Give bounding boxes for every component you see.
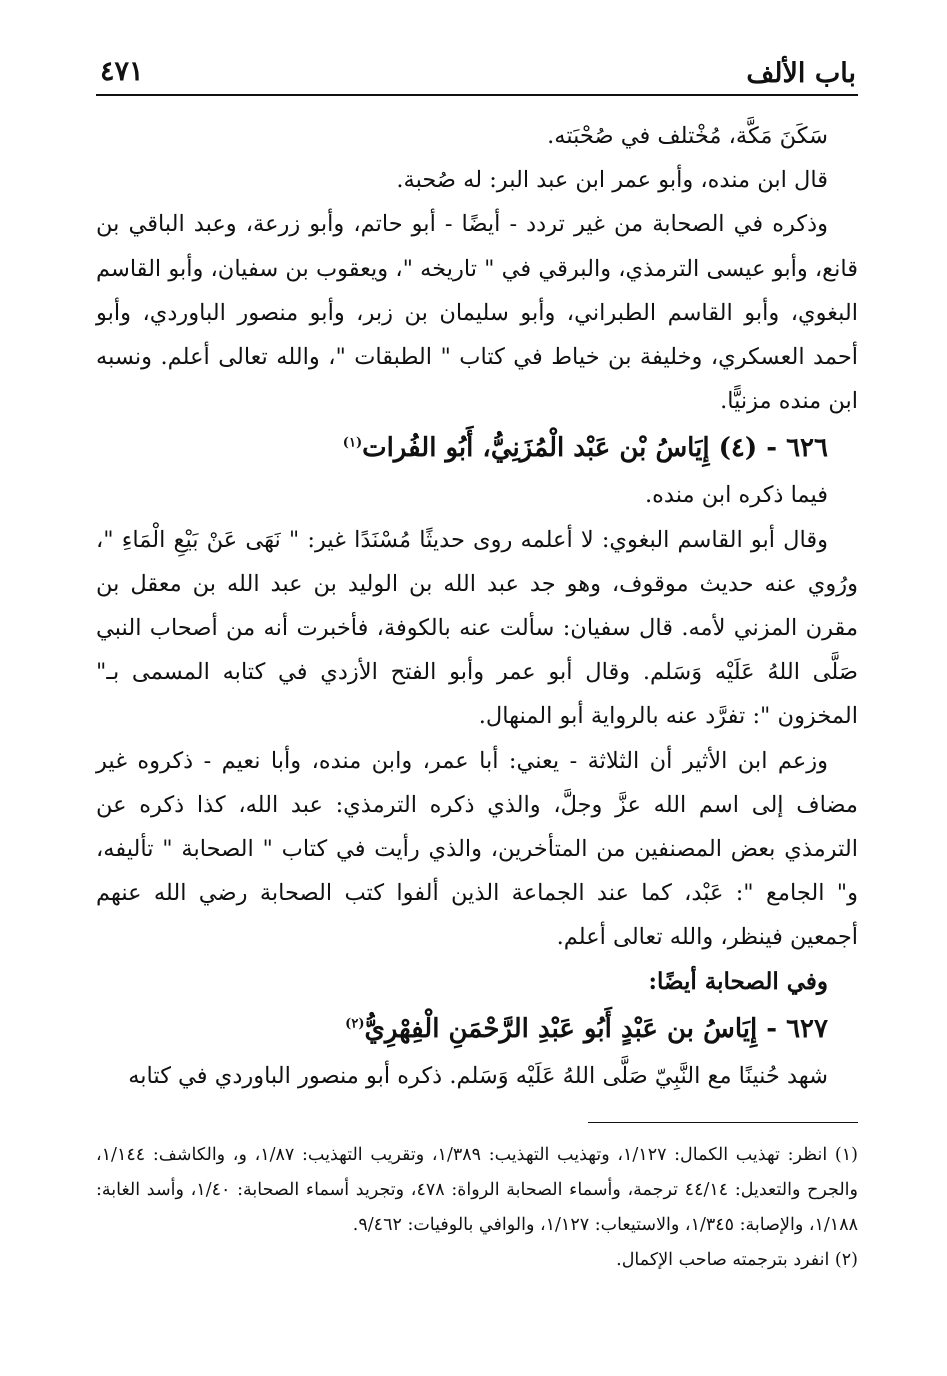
footnote-1: (١) انظر: تهذيب الكمال: ١/١٢٧، وتهذيب التهذيب: ١/٣٨٩، وتقريب التهذيب: ١/٨٧، و، والكاشف: ١/١٤٤، والجرح والتعديل: ٤٤/١٤ ترجمة، وأسماء الصحابة الرواة: ٤٧٨، وتجريد أسماء الصحابة: ١/٤٠، وأسد الغابة: ١/١٨٨، والإصابة: ١/٣٤٥، والاستيعاب: ١/١٢٧، والوافي بالوفيات: ٩/٤٦٢. bbox=[96, 1145, 858, 1235]
page-number: ٤٧١ bbox=[100, 56, 144, 87]
paragraph: وقال أبو القاسم البغوي: لا أعلمه روى حديثًا مُسْنَدًا غير: " نَهَى عَنْ بَيْعِ الْمَاءِ "، ورُوي عنه حديث موقوف، وهو جد عبد الله بن الوليد بن عبد الله بن معقل بن مقرن المزني لأمه. قال سفيان: سألت عنه بالكوفة، فأخبرت أنه من أصحاب النبي صَلَّى اللهُ عَلَيْه وَسَلم. وقال أبو عمر وأبو الفتح الأزدي في كتابه المسمى بـ" المخزون ": تفرَّد عنه بالرواية أبو المنهال. bbox=[96, 526, 858, 730]
paragraph: سَكَنَ مَكَّة، مُخْتلف في صُحْبَته. bbox=[547, 123, 828, 149]
footnote-2: (٢) انفرد بترجمته صاحب الإكمال. bbox=[616, 1250, 858, 1270]
paragraph: وذكره في الصحابة من غير تردد - أيضًا - أبو حاتم، وأبو زرعة، وعبد الباقي بن قانع، وأبو عيسى الترمذي، والبرقي في " تاريخه "، ويعقوب بن سفيان، وأبو القاسم البغوي، وأبو القاسم الطبراني، وأبو سليمان بن زبر، وأبو منصور الباوردي، وأبو أحمد العسكري، وخليفة بن خياط في كتاب " الطبقات "، والله تعالى أعلم. ونسبه ابن منده مزنيًّا. bbox=[96, 211, 858, 415]
paragraph: شهد حُنينًا مع النَّبِيّ صَلَّى اللهُ عَلَيْه وَسَلم. ذكره أبو منصور الباوردي في كتابه bbox=[128, 1062, 828, 1089]
main-text bbox=[96, 114, 858, 1098]
section-subheading: وفي الصحابة أيضًا: bbox=[648, 967, 828, 995]
footnotes bbox=[96, 1138, 858, 1278]
footnote-marker: (٢) bbox=[345, 1016, 365, 1031]
entry-title: ٦٢٧ - إِيَاسُ بن عَبْدٍ أَبُو عَبْدِ الرَّحْمَنِ الْفِهْرِيُّ bbox=[364, 1013, 828, 1044]
entry-heading-627 bbox=[96, 1004, 858, 1054]
entry-title: ٦٢٦ - (٤) إِيَاسُ بْن عَبْد الْمُزَنِيُّ، أَبُو الفُرات bbox=[362, 433, 828, 464]
chapter-title: باب الألف bbox=[746, 58, 856, 89]
page-header bbox=[96, 52, 858, 96]
entry-heading-626 bbox=[96, 423, 858, 473]
footnote-separator bbox=[588, 1122, 858, 1123]
footnote-marker: (١) bbox=[342, 435, 363, 451]
paragraph: وزعم ابن الأثير أن الثلاثة - يعني: أبا عمر، وابن منده، وأبا نعيم - ذكروه غير مضاف إلى اسم الله عزَّ وجلَّ، والذي ذكره الترمذي: عبد الله، كذا ذكره عن الترمذي بعض المصنفين من المتأخرين، والذي رأيت في كتاب " الصحابة " تأليفه، و" الجامع ": عَبْد، كما عند الجماعة الذين ألفوا كتب الصحابة رضي الله عنهم أجمعين فينظر، والله تعالى أعلم. bbox=[96, 747, 858, 951]
paragraph: فيما ذكره ابن منده. bbox=[644, 482, 828, 509]
paragraph: قال ابن منده، وأبو عمر ابن عبد البر: له صُحبة. bbox=[396, 167, 828, 194]
